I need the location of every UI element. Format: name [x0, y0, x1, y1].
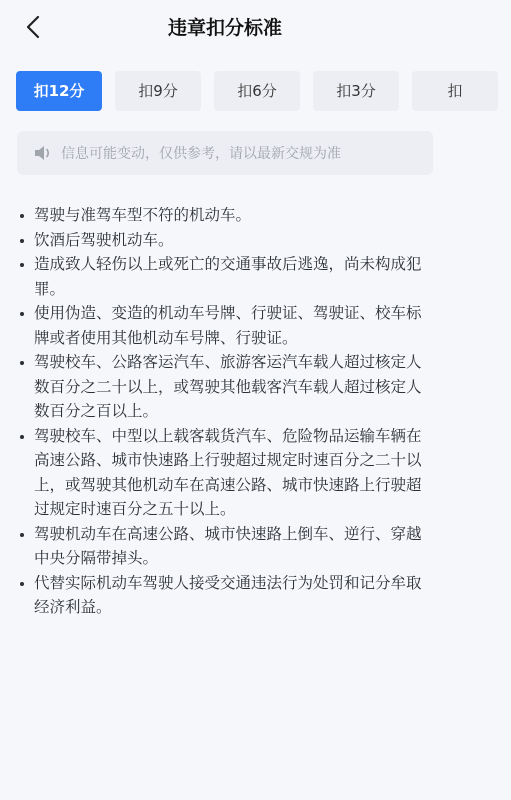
rule-text: 使用伪造、变造的机动车号牌、行驶证、驾驶证、校车标牌或者使用其他机动车号牌、行驶证。	[34, 304, 422, 347]
tab-deduct-3[interactable]: 扣3分	[313, 71, 399, 111]
bullet-icon	[20, 435, 24, 439]
header	[0, 0, 450, 56]
list-item	[20, 203, 428, 228]
bullet-icon	[20, 239, 24, 243]
list-item	[20, 301, 428, 350]
rule-text: 驾驶校车、公路客运汽车、旅游客运汽车载人超过核定人数百分之二十以上，或驾驶其他载客汽车载人超过核定人数百分之百以上。	[34, 353, 422, 420]
bullet-icon	[20, 214, 24, 218]
list-item	[20, 571, 428, 620]
notice-text: 信息可能变动，仅供参考，请以最新交规为准	[61, 146, 341, 162]
list-item	[20, 350, 428, 424]
list-item	[20, 522, 428, 571]
rule-text: 驾驶与准驾车型不符的机动车。	[34, 206, 252, 224]
rule-text: 驾驶校车、中型以上载客载货汽车、危险物品运输车辆在高速公路、城市快速路上行驶超过规定时速百分之二十以上，或驾驶其他机动车在高速公路、城市快速路上行驶超过规定时速百分之五十以上。	[34, 426, 422, 518]
tab-deduct-more[interactable]: 扣	[412, 71, 498, 111]
bullet-icon	[20, 312, 24, 316]
bullet-icon	[20, 361, 24, 365]
list-item	[20, 252, 428, 301]
bullet-icon	[20, 582, 24, 586]
speaker-icon	[33, 144, 53, 162]
tab-bar	[16, 71, 463, 111]
rule-text: 驾驶机动车在高速公路、城市快速路上倒车、逆行、穿越中央分隔带掉头。	[34, 524, 422, 567]
page-title: 违章扣分标准	[167, 17, 282, 39]
bullet-icon	[20, 533, 24, 537]
bullet-icon	[20, 263, 24, 267]
tab-deduct-9[interactable]: 扣9分	[115, 71, 201, 111]
list-item	[20, 228, 428, 253]
rule-text: 代替实际机动车驾驶人接受交通违法行为处罚和记分牟取经济利益。	[34, 573, 422, 616]
rules-list	[20, 203, 428, 620]
notice-banner	[17, 131, 433, 175]
tab-deduct-6[interactable]: 扣6分	[214, 71, 300, 111]
tab-deduct-12[interactable]: 扣12分	[16, 71, 102, 111]
list-item	[20, 424, 428, 522]
rule-text: 饮酒后驾驶机动车。	[34, 230, 174, 249]
rule-text: 造成致人轻伤以上或死亡的交通事故后逃逸，尚未构成犯罪。	[34, 255, 422, 298]
